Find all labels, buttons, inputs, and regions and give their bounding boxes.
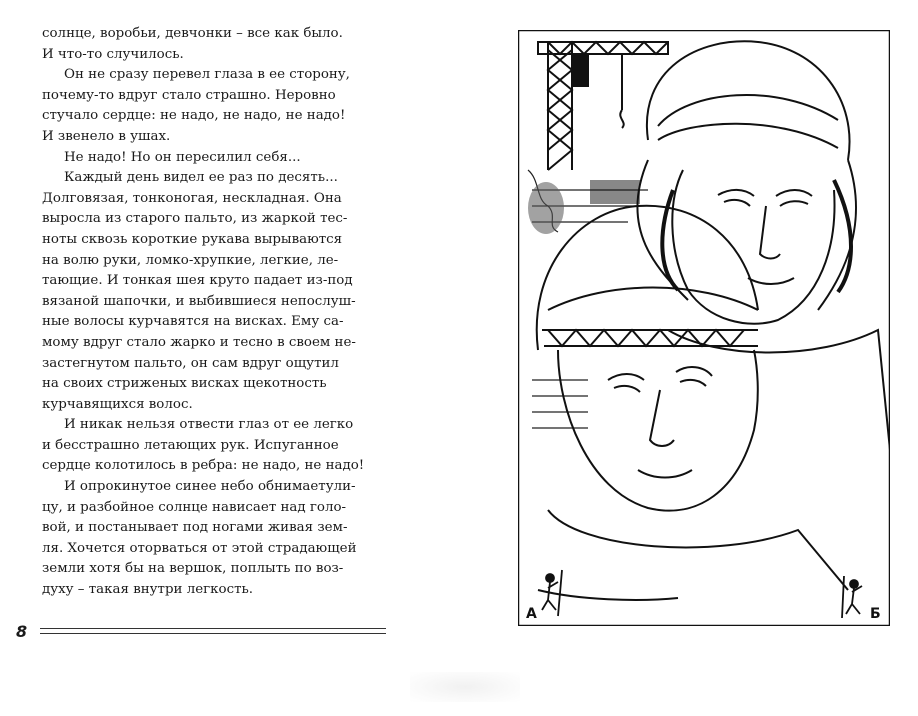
text-line: на своих стриженых висках щекотность: [42, 376, 327, 392]
text-line: Каждый день видел ее раз по десять...: [64, 170, 338, 186]
paragraph: [42, 168, 386, 415]
text-line: Он не сразу перевел глаза в ее сторону,: [64, 67, 350, 83]
text-line: сердце колотилось в ребра: не надо, не надо!: [42, 458, 365, 474]
text-line: солнце, воробьи, девчонки – все как было.: [42, 26, 343, 41]
text-line: почему-то вдруг стало страшно. Неровно: [42, 87, 336, 103]
text-line: ные волосы курчавятся на висках. Ему са-: [42, 314, 344, 330]
text-line: И опрокинутое синее небо обнимаетули-: [64, 479, 356, 495]
paragraph: [42, 65, 386, 147]
corner-letter-right: Б: [870, 606, 881, 622]
illustration-drawing: [518, 30, 890, 626]
text-line: Долговязая, тонконогая, нескладная. Она: [42, 190, 342, 206]
paragraph: [42, 24, 386, 65]
text-line: на волю руки, ломко-хрупкие, легкие, ле-: [42, 252, 339, 268]
text-line: застегнутом пальто, он сам вдруг ощутил: [42, 355, 339, 371]
text-line: И никак нельзя отвести глаз от ее легко: [64, 417, 354, 433]
scan-artifact: [410, 672, 520, 702]
text-line: стучало сердце: не надо, не надо, не надо!: [42, 108, 346, 124]
text-line: духу – такая внутри легкость.: [42, 582, 254, 598]
illustration: [518, 30, 890, 626]
page-number: 8: [16, 622, 28, 641]
text-line: ля. Хочется оторваться от этой страдающей: [42, 540, 357, 556]
text-line: вязаной шапочки, и выбившиеся непослуш-: [42, 293, 356, 309]
text-line: вой, и постанывает под ногами живая зем-: [42, 520, 348, 536]
text-line: и бесстрашно летающих рук. Испуганное: [42, 437, 339, 453]
text-line: курчавящихся волос.: [42, 396, 193, 412]
text-column: [42, 24, 386, 601]
text-line: мому вдруг стало жарко и тесно в своем не-: [42, 334, 356, 350]
footer-rule: [40, 633, 386, 634]
text-line: выросла из старого пальто, из жаркой тес-: [42, 211, 348, 227]
text-line: ноты сквозь короткие рукава вырываются: [42, 231, 343, 247]
text-line: И звенело в ушах.: [42, 128, 171, 144]
text-line: тающие. И тонкая шея круто падает из-под: [42, 273, 353, 289]
text-line: И что-то случилось.: [42, 46, 184, 62]
corner-letter-left: А: [526, 606, 537, 622]
footer-rule: [40, 628, 386, 629]
paragraph: [42, 148, 386, 169]
text-line: земли хотя бы на вершок, поплыть по воз-: [42, 561, 344, 577]
paragraph: [42, 477, 386, 601]
paragraph: [42, 415, 386, 477]
text-line: Не надо! Но он пересилил себя...: [64, 149, 301, 165]
text-line: цу, и разбойное солнце нависает над голо-: [42, 499, 347, 515]
